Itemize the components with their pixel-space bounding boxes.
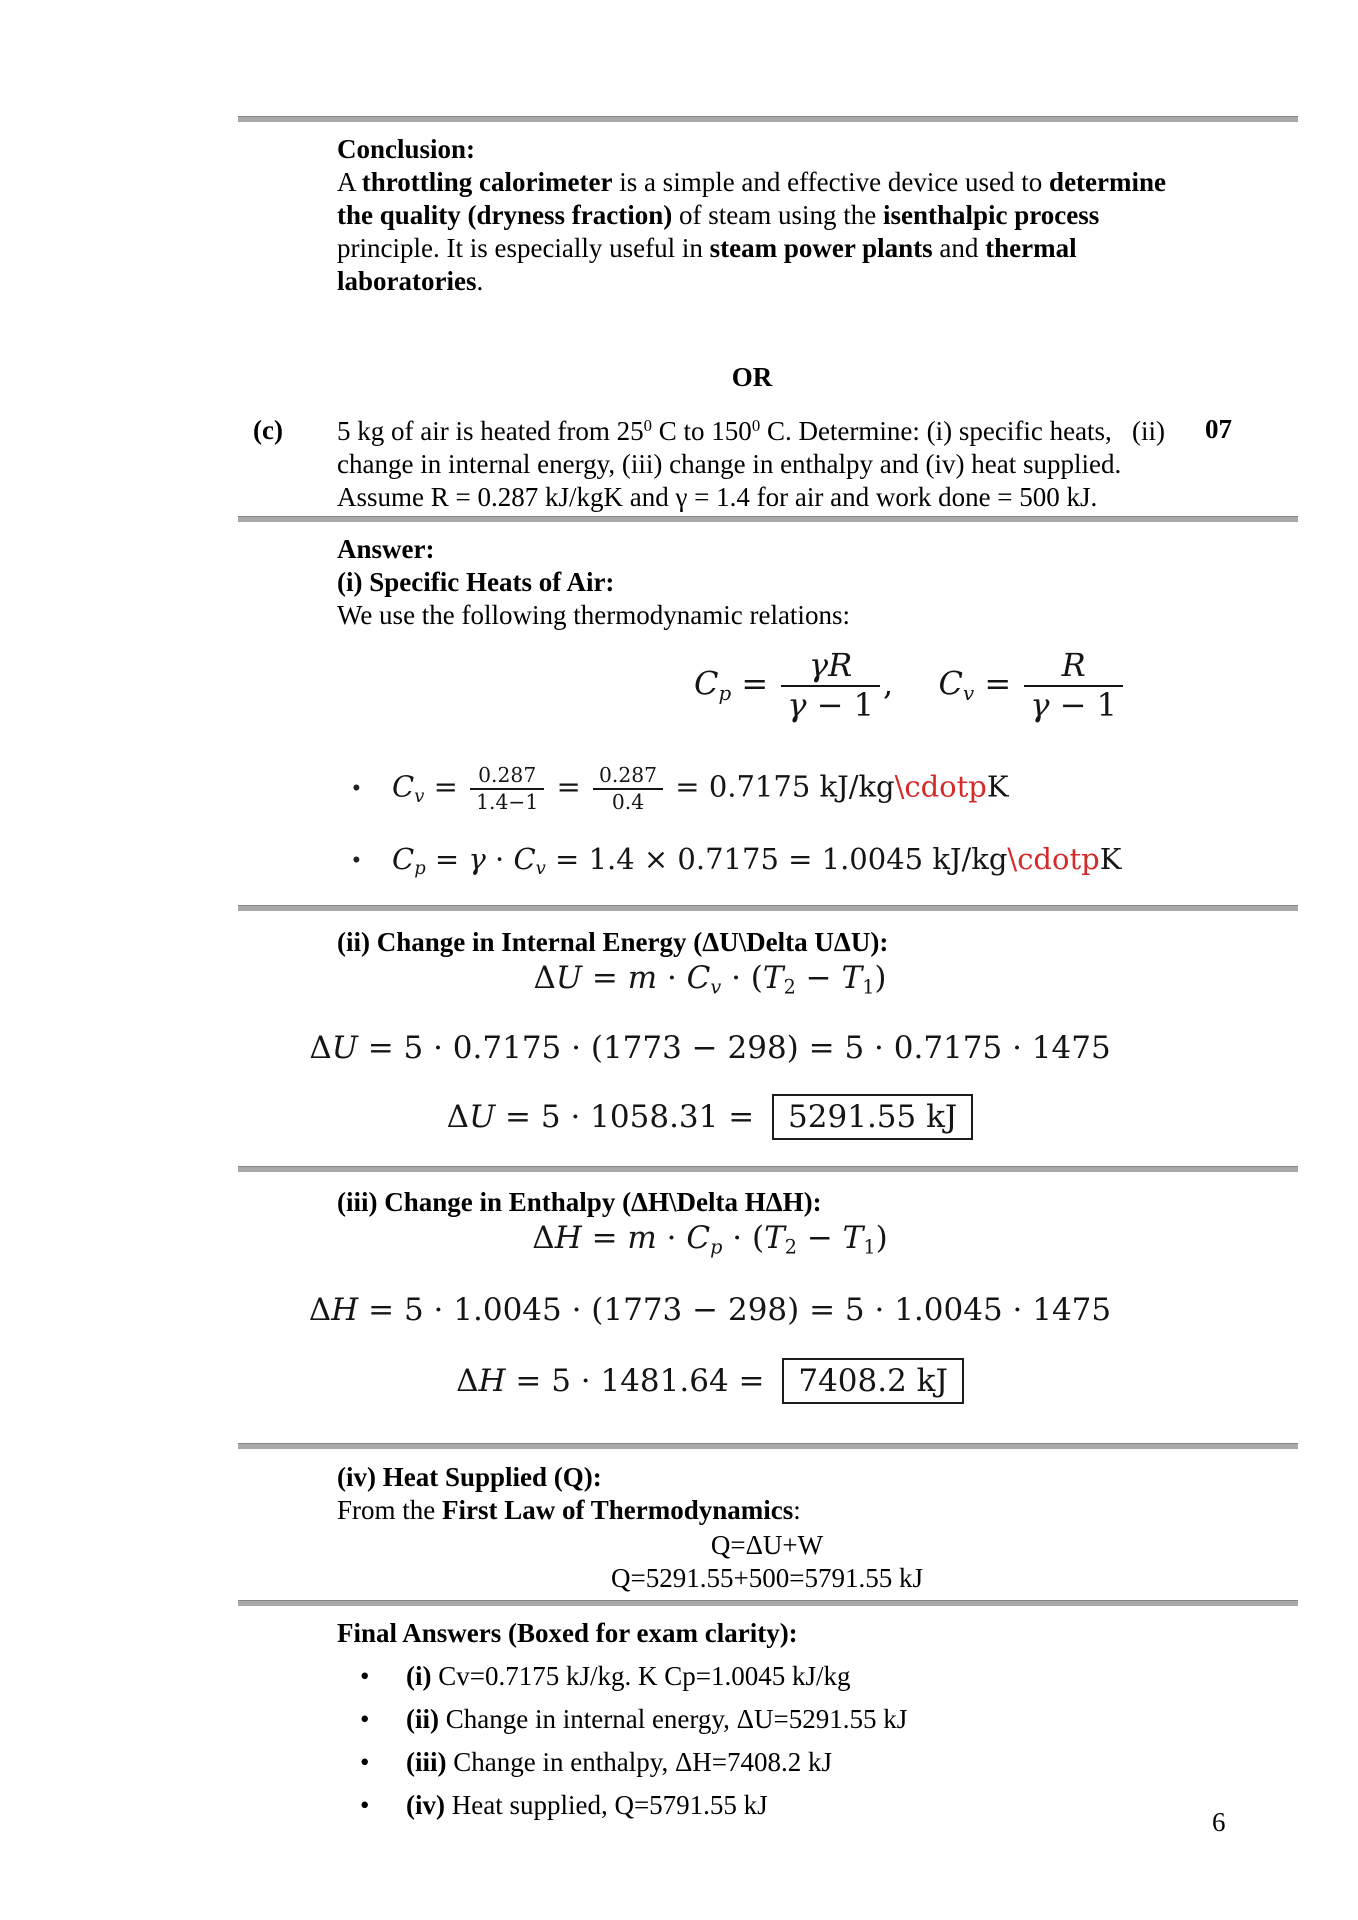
conclusion-paragraph: A throttling calorimeter is a simple and effective device used to determine the quality (dryness fraction) of steam using the isenthalpic process principle. It is especially useful in steam power plants and thermal laboratories. — [337, 167, 1166, 296]
final-answer-iii: (iii) Change in enthalpy, ΔH=7408.2 kJ — [406, 1747, 833, 1777]
list-item — [360, 1741, 1180, 1784]
conclusion-heading: Conclusion: — [337, 134, 476, 164]
cp-cv-formula: Cp = $\frac{\gamma R}{\gamma - 1}$ , Cv = $\frac{R}{\gamma - 1}$ — [694, 648, 1126, 724]
final-answers-heading: Final Answers (Boxed for exam clarity): — [337, 1618, 798, 1648]
section-divider-top — [238, 116, 1298, 122]
answer-section-i — [337, 533, 1182, 632]
list-item — [360, 1784, 1180, 1827]
page-number: 6 — [1212, 1807, 1226, 1837]
bullet-icon: • — [360, 1704, 370, 1734]
heat-supplied-section — [337, 1461, 1182, 1527]
specific-heats-heading: (i) Specific Heats of Air: — [337, 567, 615, 597]
delta-h-result: ΔH = 5 · 1481.64 = 7408.2 kJ — [280, 1358, 1140, 1404]
delta-u-formula: ΔU = m · Cv · (T2 − T1) — [533, 960, 887, 999]
delta-u-result: ΔU = 5 · 1058.31 = 5291.55 kJ — [280, 1094, 1140, 1140]
final-answer-ii: (ii) Change in internal energy, ΔU=5291.55 kJ — [406, 1704, 908, 1734]
final-answer-i: (i) Cv=0.7175 kJ/kg. K Cp=1.0045 kJ/kg — [406, 1661, 851, 1691]
question-item-label: (c) — [253, 415, 283, 445]
delta-u-substitution: ΔU = 5 · 0.7175 · (1773 − 298) = 5 · 0.7175 · 1475 — [309, 1030, 1111, 1066]
list-item — [360, 1655, 1180, 1698]
heat-supplied-heading: (iv) Heat Supplied (Q): — [337, 1462, 602, 1492]
section-divider-6 — [238, 1600, 1298, 1606]
delta-h-substitution: ΔH = 5 · 1.0045 · (1773 − 298) = 5 · 1.0045 · 1475 — [308, 1292, 1112, 1328]
cp-calculation: Cp = γ · Cv = 1.4 × 0.7175 = 1.0045 kJ/kg\cdotpK — [392, 842, 1122, 880]
cp-calculation-bullet — [352, 842, 1121, 879]
section-divider-3 — [238, 905, 1298, 911]
question-marks: 07 — [1205, 414, 1232, 444]
bullet-icon: • — [360, 1747, 370, 1777]
delta-h-formula: ΔH = m · Cp · (T2 − T1) — [532, 1220, 888, 1259]
cv-calculation: Cv = $\frac{0.287}{1.4-1}$ = $\frac{0.287}{0.4}$ = 0.7175 kJ/kg\cdotpK — [392, 763, 1009, 814]
internal-energy-heading: (ii) Change in Internal Energy (ΔU\Delta UΔU): — [337, 927, 889, 957]
bullet-icon: • — [360, 1790, 370, 1820]
conclusion-section — [337, 133, 1182, 298]
section-divider-4 — [238, 1166, 1298, 1172]
cv-calculation-bullet — [352, 764, 1009, 813]
final-answers-list — [360, 1655, 1180, 1827]
bullet-icon: • — [352, 846, 361, 874]
final-answer-iv: (iv) Heat supplied, Q=5791.55 kJ — [406, 1790, 768, 1820]
question-text: 5 kg of air is heated from $25^0$ C to $150^0$ C. Determine: (i) specific heats, (ii) change in internal energy, (iii) change in enthalpy and (iv) heat supplied. Assume R = 0.287 kJ/kgK and γ = 1.4 for air and work done = 500 kJ. — [337, 416, 1166, 513]
or-separator-label: OR — [731, 362, 773, 392]
bullet-icon: • — [352, 774, 361, 802]
q-equation: Q=ΔU+W — [710, 1530, 824, 1560]
section-divider-5 — [238, 1443, 1298, 1449]
bullet-icon: • — [360, 1661, 370, 1691]
relations-intro: We use the following thermodynamic relations: — [337, 600, 850, 630]
answer-heading: Answer: — [337, 534, 435, 564]
q-result: Q=5291.55+500=5791.55 kJ — [611, 1563, 923, 1593]
section-divider-2 — [238, 516, 1298, 522]
first-law-intro: From the First Law of Thermodynamics: — [337, 1495, 801, 1525]
enthalpy-heading: (iii) Change in Enthalpy (ΔH\Delta HΔH): — [337, 1187, 822, 1217]
list-item — [360, 1698, 1180, 1741]
